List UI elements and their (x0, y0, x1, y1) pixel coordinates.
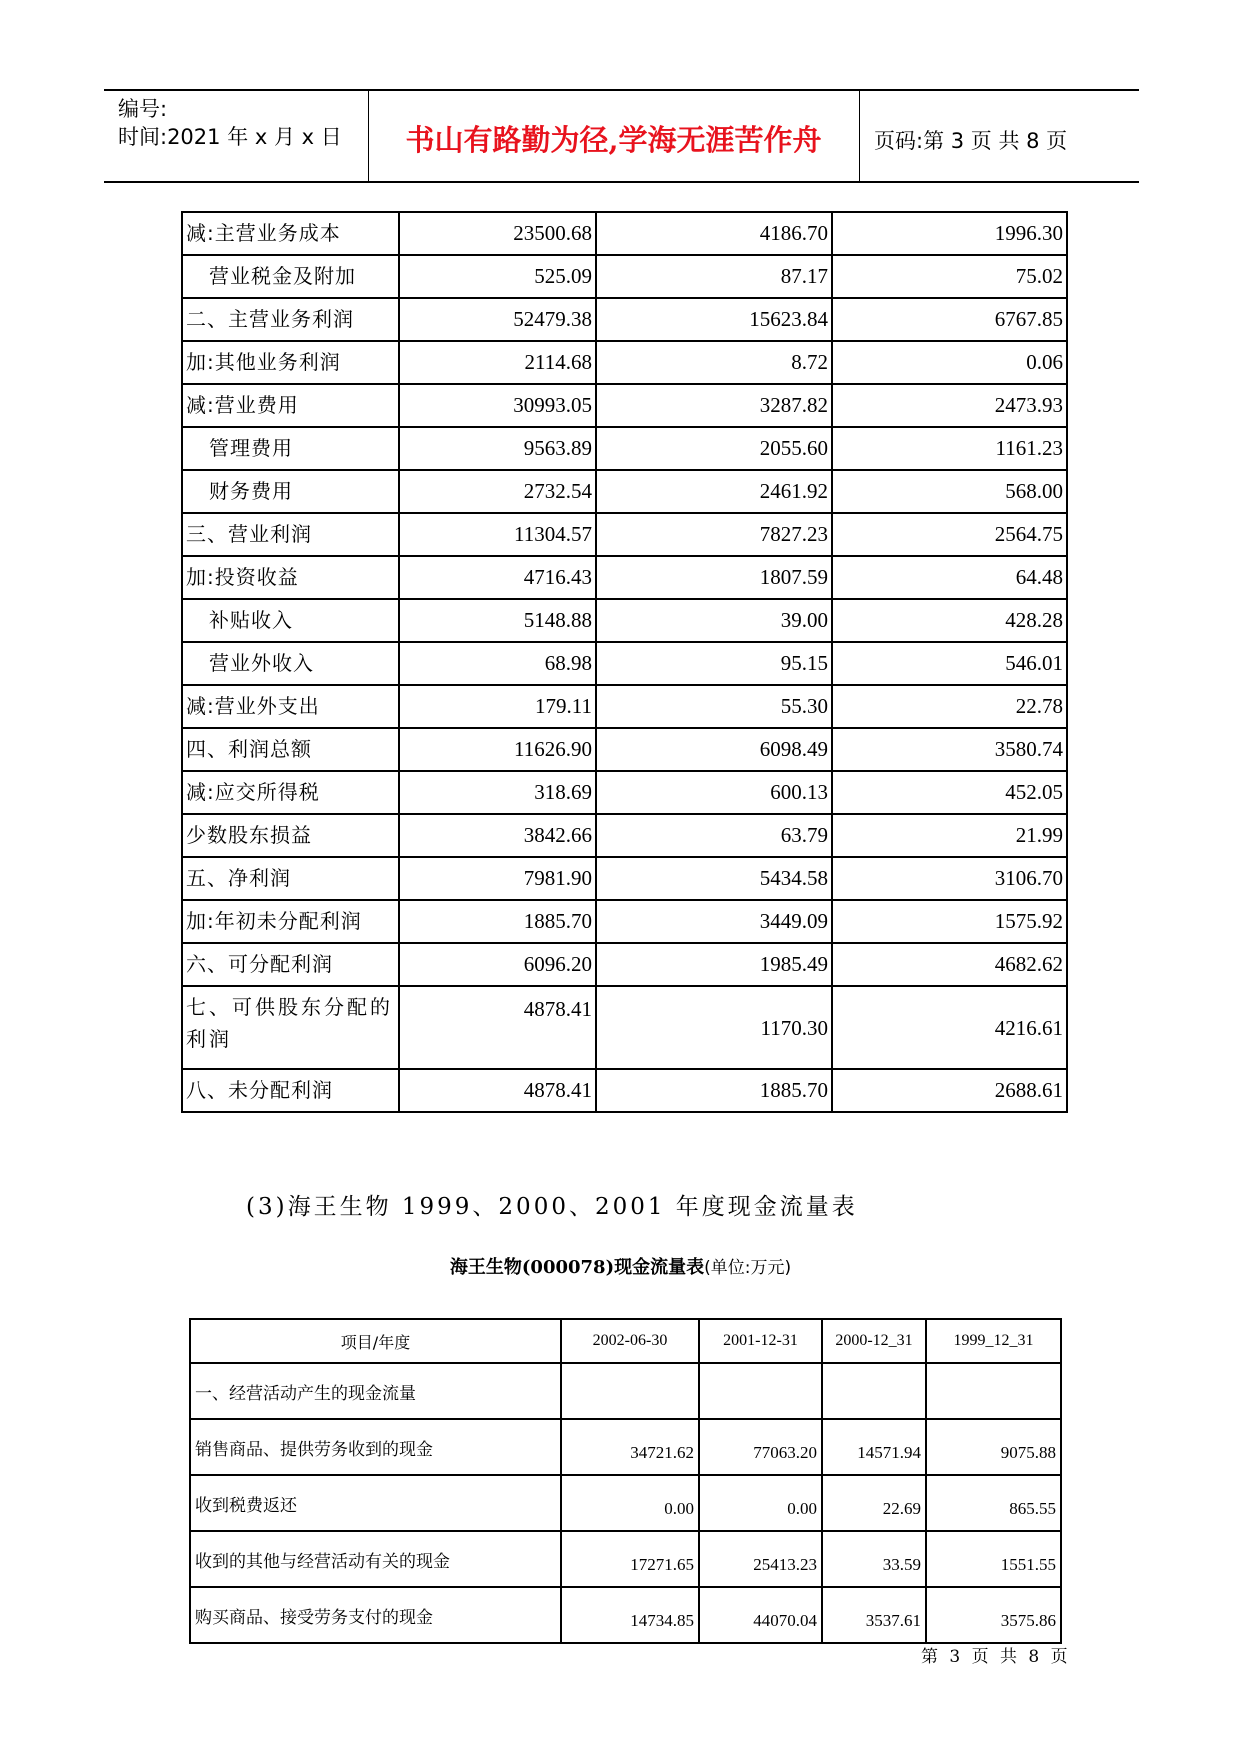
cash-header-1999: 1999_12_31 (926, 1319, 1061, 1363)
income-value-3: 3106.70 (832, 857, 1067, 900)
income-row-label: 营业外收入 (182, 642, 399, 685)
cash-flow-value-3 (822, 1363, 926, 1419)
cash-flow-value-3: 33.59 (822, 1531, 926, 1587)
cash-flow-row-label: 购买商品、接受劳务支付的现金 (190, 1587, 561, 1643)
income-value-2: 95.15 (596, 642, 832, 685)
cash-flow-row-label: 销售商品、提供劳务收到的现金 (190, 1419, 561, 1475)
income-value-1: 30993.05 (399, 384, 596, 427)
income-value-3: 22.78 (832, 685, 1067, 728)
income-row (182, 556, 1067, 599)
cash-header-2002: 2002-06-30 (561, 1319, 699, 1363)
cash-flow-row-label: 一、经营活动产生的现金流量 (190, 1363, 561, 1419)
income-value-2: 5434.58 (596, 857, 832, 900)
income-value-2: 39.00 (596, 599, 832, 642)
income-value-1: 2114.68 (399, 341, 596, 384)
income-value-2: 55.30 (596, 685, 832, 728)
income-row-label: 七、可供股东分配的利润 (182, 986, 399, 1069)
income-value-3: 2564.75 (832, 513, 1067, 556)
income-value-2: 6098.49 (596, 728, 832, 771)
income-row (182, 814, 1067, 857)
income-row (182, 513, 1067, 556)
income-value-3: 428.28 (832, 599, 1067, 642)
income-row-label: 减:主营业务成本 (182, 212, 399, 255)
cash-flow-table (189, 1318, 1062, 1644)
income-statement-table (181, 211, 1068, 1113)
cash-flow-value-2: 25413.23 (699, 1531, 822, 1587)
income-value-1: 52479.38 (399, 298, 596, 341)
income-row-label: 财务费用 (182, 470, 399, 513)
income-value-1: 9563.89 (399, 427, 596, 470)
income-row (182, 212, 1067, 255)
section-heading: (3)海王生物 1999、2000、2001 年度现金流量表 (246, 1194, 858, 1220)
cash-flow-row-label: 收到的其他与经营活动有关的现金 (190, 1531, 561, 1587)
income-value-2: 87.17 (596, 255, 832, 298)
time-label: 时间:2021 年 x 月 x 日 (118, 125, 342, 149)
income-value-3: 1161.23 (832, 427, 1067, 470)
income-value-3: 4216.61 (832, 986, 1067, 1069)
cash-flow-row (190, 1419, 1061, 1475)
income-value-2: 15623.84 (596, 298, 832, 341)
income-row (182, 685, 1067, 728)
cash-header-item: 项目/年度 (190, 1319, 561, 1363)
income-row-label: 加:其他业务利润 (182, 341, 399, 384)
cash-flow-row (190, 1475, 1061, 1531)
income-value-3: 75.02 (832, 255, 1067, 298)
income-row-label: 减:应交所得税 (182, 771, 399, 814)
income-row (182, 341, 1067, 384)
income-row (182, 298, 1067, 341)
income-value-2: 1885.70 (596, 1069, 832, 1112)
cash-header-2000: 2000-12_31 (822, 1319, 926, 1363)
income-value-3: 1996.30 (832, 212, 1067, 255)
cash-flow-value-2: 44070.04 (699, 1587, 822, 1643)
income-value-3: 452.05 (832, 771, 1067, 814)
income-value-1: 4716.43 (399, 556, 596, 599)
income-value-1: 3842.66 (399, 814, 596, 857)
income-value-2: 2461.92 (596, 470, 832, 513)
income-row-label: 四、利润总额 (182, 728, 399, 771)
cash-flow-title (0, 1253, 1241, 1279)
cash-flow-row-label: 收到税费返还 (190, 1475, 561, 1531)
income-value-1: 5148.88 (399, 599, 596, 642)
income-value-1: 6096.20 (399, 943, 596, 986)
income-value-3: 2473.93 (832, 384, 1067, 427)
cash-flow-value-2: 0.00 (699, 1475, 822, 1531)
cash-flow-value-2 (699, 1363, 822, 1419)
income-value-1: 179.11 (399, 685, 596, 728)
income-value-3: 2688.61 (832, 1069, 1067, 1112)
income-row (182, 900, 1067, 943)
cash-flow-value-3: 14571.94 (822, 1419, 926, 1475)
income-value-3: 0.06 (832, 341, 1067, 384)
income-row-label: 管理费用 (182, 427, 399, 470)
cash-flow-value-4 (926, 1363, 1061, 1419)
income-row-label: 八、未分配利润 (182, 1069, 399, 1112)
cash-flow-value-3: 3537.61 (822, 1587, 926, 1643)
cash-flow-value-4: 1551.55 (926, 1531, 1061, 1587)
cash-flow-value-4: 3575.86 (926, 1587, 1061, 1643)
cash-flow-value-3: 22.69 (822, 1475, 926, 1531)
income-row (182, 1069, 1067, 1112)
page-footer: 第 3 页 共 8 页 (921, 1647, 1068, 1667)
income-value-2: 4186.70 (596, 212, 832, 255)
cash-header-2001: 2001-12-31 (699, 1319, 822, 1363)
income-value-3: 64.48 (832, 556, 1067, 599)
income-value-1: 525.09 (399, 255, 596, 298)
income-row (182, 384, 1067, 427)
income-value-2: 1170.30 (596, 986, 832, 1069)
income-row (182, 470, 1067, 513)
cash-flow-value-1: 14734.85 (561, 1587, 699, 1643)
serial-label: 编号: (118, 97, 168, 121)
cash-flow-row (190, 1363, 1061, 1419)
income-value-1: 23500.68 (399, 212, 596, 255)
income-row-label: 营业税金及附加 (182, 255, 399, 298)
cash-flow-value-4: 865.55 (926, 1475, 1061, 1531)
income-value-1: 1885.70 (399, 900, 596, 943)
income-row-label: 五、净利润 (182, 857, 399, 900)
cash-flow-body (190, 1363, 1061, 1643)
cash-flow-value-1: 0.00 (561, 1475, 699, 1531)
income-value-2: 3449.09 (596, 900, 832, 943)
cash-flow-title-main: 海王生物(000078)现金流量表 (449, 1257, 705, 1278)
income-value-2: 63.79 (596, 814, 832, 857)
income-row-label: 加:投资收益 (182, 556, 399, 599)
cash-flow-row (190, 1531, 1061, 1587)
cash-flow-value-1 (561, 1363, 699, 1419)
income-row (182, 255, 1067, 298)
cash-flow-value-4: 9075.88 (926, 1419, 1061, 1475)
cash-flow-value-1: 17271.65 (561, 1531, 699, 1587)
income-row (182, 599, 1067, 642)
income-row (182, 771, 1067, 814)
income-value-3: 4682.62 (832, 943, 1067, 986)
income-row (182, 986, 1067, 1069)
income-value-1: 4878.41 (399, 1069, 596, 1112)
income-value-1: 7981.90 (399, 857, 596, 900)
cash-flow-header-row (190, 1319, 1061, 1363)
income-value-1: 11304.57 (399, 513, 596, 556)
income-value-2: 7827.23 (596, 513, 832, 556)
income-row-label: 六、可分配利润 (182, 943, 399, 986)
income-value-3: 1575.92 (832, 900, 1067, 943)
income-value-1: 2732.54 (399, 470, 596, 513)
header-bottom-rule (104, 181, 1139, 183)
income-value-3: 3580.74 (832, 728, 1067, 771)
income-row (182, 857, 1067, 900)
income-row-label: 二、主营业务利润 (182, 298, 399, 341)
income-value-2: 8.72 (596, 341, 832, 384)
income-value-2: 600.13 (596, 771, 832, 814)
income-value-1: 11626.90 (399, 728, 596, 771)
income-row-label: 少数股东损益 (182, 814, 399, 857)
income-value-3: 21.99 (832, 814, 1067, 857)
income-value-2: 1807.59 (596, 556, 832, 599)
header-motto: 书山有路勤为径,学海无涯苦作舟 (405, 123, 822, 157)
income-value-2: 1985.49 (596, 943, 832, 986)
header-divider-right (859, 90, 860, 182)
income-row (182, 642, 1067, 685)
cash-flow-value-2: 77063.20 (699, 1419, 822, 1475)
income-row-label: 减:营业费用 (182, 384, 399, 427)
income-row-label: 三、营业利润 (182, 513, 399, 556)
income-value-3: 6767.85 (832, 298, 1067, 341)
header-top-rule (104, 89, 1139, 91)
income-row (182, 943, 1067, 986)
income-value-3: 568.00 (832, 470, 1067, 513)
cash-flow-title-unit: (单位:万元) (704, 1258, 792, 1278)
cash-flow-row (190, 1587, 1061, 1643)
income-row (182, 427, 1067, 470)
income-value-1: 4878.41 (399, 986, 596, 1069)
income-row (182, 728, 1067, 771)
income-value-1: 318.69 (399, 771, 596, 814)
income-value-3: 546.01 (832, 642, 1067, 685)
income-value-1: 68.98 (399, 642, 596, 685)
income-value-2: 3287.82 (596, 384, 832, 427)
income-row-label: 加:年初未分配利润 (182, 900, 399, 943)
income-value-2: 2055.60 (596, 427, 832, 470)
cash-flow-value-1: 34721.62 (561, 1419, 699, 1475)
income-row-label: 补贴收入 (182, 599, 399, 642)
income-statement-body (182, 212, 1067, 1112)
income-row-label: 减:营业外支出 (182, 685, 399, 728)
header-page-label: 页码:第 3 页 共 8 页 (874, 129, 1068, 153)
